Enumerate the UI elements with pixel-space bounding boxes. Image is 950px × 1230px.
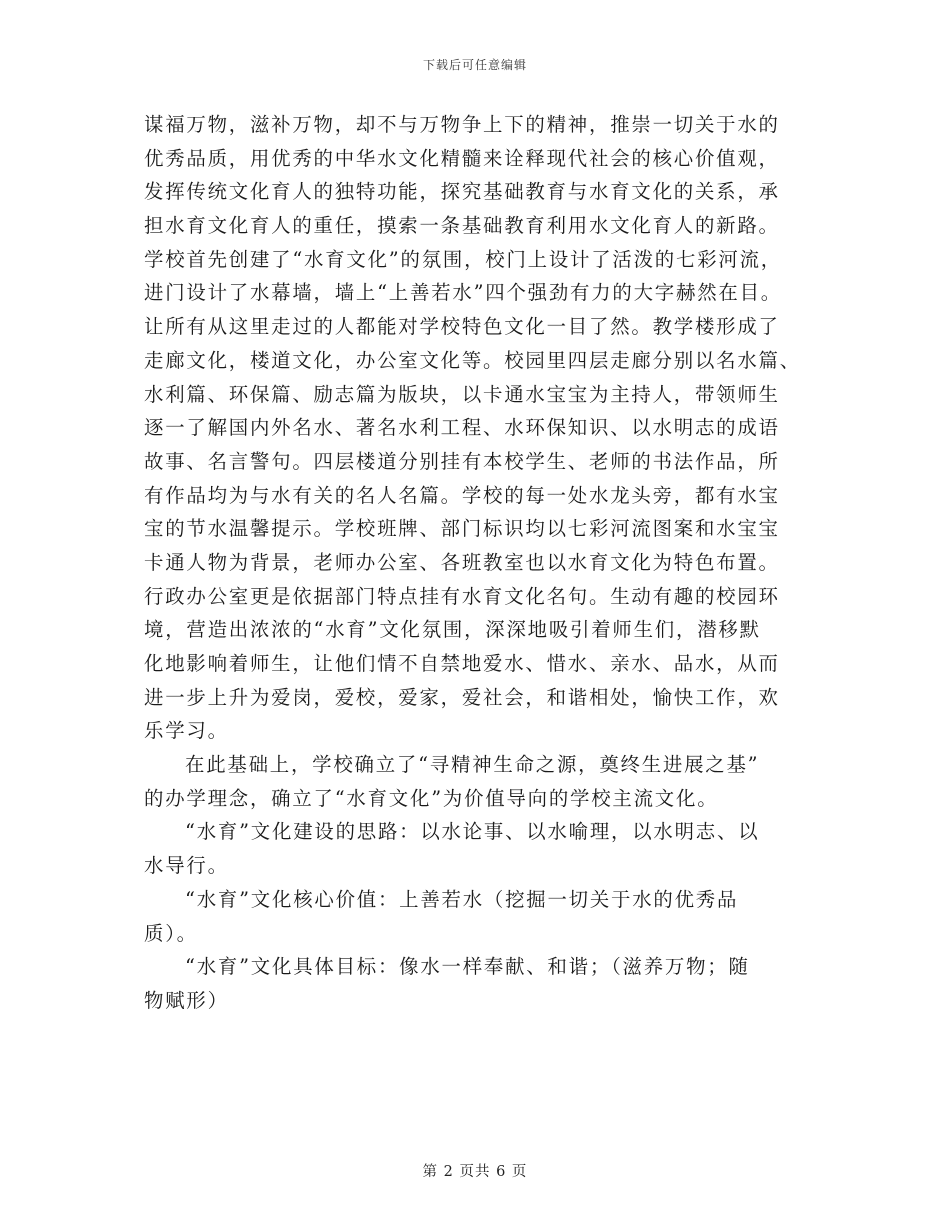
body-line: 的办学理念，确立了“水育文化”为价值导向的学校主流文化。	[144, 786, 719, 810]
body-line: “水育”文化建设的思路：以水论事、以水喻理，以水明志、以	[185, 820, 760, 844]
body-line: 谋福万物，滋补万物，却不与万物争上下的精神，推崇一切关于水的	[144, 113, 780, 136]
body-line: 发挥传统文化育人的独特功能，探究基础教育与水育文化的关系，承	[144, 180, 780, 204]
body-line: “水育”文化具体目标：像水一样奉献、和谐；（滋养万物；随	[185, 955, 750, 979]
body-line: 走廊文化，楼道文化，办公室文化等。校园里四层走廊分别以名水篇、	[144, 348, 801, 372]
page-number: 第 2 页共 6 页	[422, 1164, 528, 1180]
page-header: 下载后可任意编辑	[422, 58, 527, 72]
document-body	[144, 108, 814, 1018]
body-line: 担水育文化育人的重任，摸索一条基础教育利用水文化育人的新路。	[144, 214, 780, 238]
body-line: 有作品均为与水有关的名人名篇。学校的每一处水龙头旁，都有水宝	[144, 483, 780, 507]
body-line: 质）。	[144, 921, 198, 945]
body-line: 化地影响着师生，让他们情不自禁地爱水、惜水、亲水、品水，从而	[144, 652, 780, 675]
body-line: 物赋形）	[144, 988, 229, 1012]
body-line: 乐学习。	[144, 719, 229, 743]
body-line: 让所有从这里走过的人都能对学校特色文化一目了然。教学楼形成了	[144, 315, 780, 339]
body-line: 逐一了解国内外名水、著名水利工程、水环保知识、以水明志的成语	[144, 416, 780, 440]
body-line: 卡通人物为背景，老师办公室、各班教室也以水育文化为特色布置。	[144, 550, 780, 574]
body-line: 优秀品质，用优秀的中华水文化精髓来诠释现代社会的核心价值观，	[144, 146, 780, 170]
body-line: 进门设计了水幕墙，墙上“上善若水”四个强劲有力的大字赫然在目。	[144, 281, 782, 305]
body-line: 水导行。	[144, 854, 229, 878]
body-line: 宝的节水温馨提示。学校班牌、部门标识均以七彩河流图案和水宝宝	[144, 517, 780, 541]
body-line: 水利篇、环保篇、励志篇为版块，以卡通水宝宝为主持人，带领师生	[144, 382, 780, 406]
body-line: “水育”文化核心价值：上善若水（挖掘一切关于水的优秀品	[185, 887, 739, 911]
body-line: 学校首先创建了“水育文化”的氛围，校门上设计了活泼的七彩河流，	[144, 247, 782, 271]
body-line: 故事、名言警句。四层楼道分别挂有本校学生、老师的书法作品，所	[144, 449, 780, 473]
body-line: 境，营造出浓浓的“水育”文化氛围，深深地吸引着师生们，潜移默	[144, 618, 761, 642]
body-line: 在此基础上，学校确立了“寻精神生命之源，奠终生进展之基”	[185, 753, 760, 777]
body-line: 进一步上升为爱岗，爱校，爱家，爱社会，和谐相处，愉快工作，欢	[144, 685, 780, 709]
body-line: 行政办公室更是依据部门特点挂有水育文化名句。生动有趣的校园环	[144, 584, 780, 608]
